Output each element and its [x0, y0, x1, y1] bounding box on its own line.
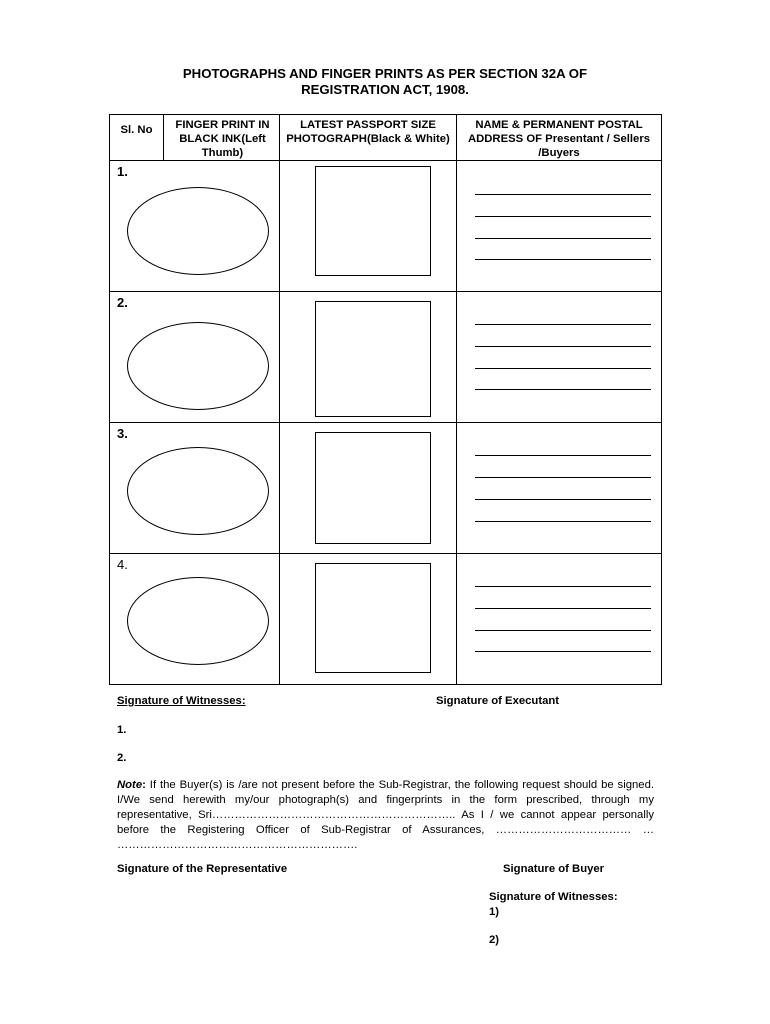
header-name-address: NAME & PERMANENT POSTAL ADDRESS OF Presentant / Sellers /Buyers [457, 115, 662, 161]
address-line [475, 499, 651, 500]
table-header-row [110, 115, 662, 161]
address-line [475, 216, 651, 217]
page-title-line-1: PHOTOGRAPHS AND FINGER PRINTS AS PER SECTION 32A OF [182, 66, 588, 81]
note-label: Note: [117, 779, 146, 791]
address-line [475, 238, 651, 239]
table-row [110, 554, 662, 685]
witness-2-label: 2. [117, 752, 127, 764]
address-line [475, 389, 651, 390]
photo-cell [280, 423, 457, 554]
address-line [475, 586, 651, 587]
address-line [475, 368, 651, 369]
address-cell [457, 161, 662, 292]
address-line [475, 346, 651, 347]
photo-box [315, 301, 431, 417]
table-row [110, 423, 662, 554]
address-cell [457, 423, 662, 554]
witness-1-label: 1. [117, 724, 127, 736]
buyer-witness-1-label: 1) [489, 906, 500, 918]
page-title [0, 66, 770, 98]
thumb-print-oval [127, 447, 269, 535]
address-line [475, 194, 651, 195]
photo-box [315, 432, 431, 544]
header-finger-print: FINGER PRINT IN BLACK INK(Left Thumb) [164, 115, 280, 161]
thumb-print-oval [127, 187, 269, 275]
thumb-print-oval [127, 577, 269, 665]
representative-signature-label: Signature of the Representative [117, 863, 288, 875]
table-row [110, 292, 662, 423]
photo-cell [280, 292, 457, 423]
row-number: 1. [117, 164, 128, 179]
finger-print-cell [110, 292, 280, 423]
photo-box [315, 166, 431, 276]
row-number: 2. [117, 295, 128, 310]
table-row [110, 161, 662, 292]
page-title-line-2: REGISTRATION ACT, 1908. [301, 82, 469, 97]
executant-signature-label: Signature of Executant [436, 695, 560, 707]
photo-cell [280, 554, 457, 685]
thumb-print-oval [127, 322, 269, 410]
note-paragraph [117, 778, 654, 853]
address-cell [457, 292, 662, 423]
address-cell [457, 554, 662, 685]
address-line [475, 259, 651, 260]
finger-print-cell [110, 554, 280, 685]
address-line [475, 608, 651, 609]
buyer-signature-label: Signature of Buyer [503, 863, 605, 875]
address-line [475, 455, 651, 456]
row-number: 4. [117, 557, 128, 572]
photo-cell [280, 161, 457, 292]
buyer-witnesses-label: Signature of Witnesses: [489, 891, 618, 903]
address-line [475, 324, 651, 325]
header-photograph: LATEST PASSPORT SIZE PHOTOGRAPH(Black & White) [280, 115, 457, 161]
address-line [475, 630, 651, 631]
photo-box [315, 563, 431, 673]
row-number: 3. [117, 426, 128, 441]
address-line [475, 651, 651, 652]
witnesses-signature-label: Signature of Witnesses: [117, 695, 246, 707]
header-sl-no: Sl. No [110, 115, 164, 161]
finger-print-cell [110, 161, 280, 292]
note-text: If the Buyer(s) is /are not present before the Sub-Registrar, the following request should be signed. I/We send herewith my/our photograph(s) and fingerprints in the form prescribed, through my representative, Sri……………………………………………………….. As I / we cannot appear personally before the Registering Officer of Sub-Registrar of Assurances, ……………………………… … ………………………………………………………. [117, 779, 654, 851]
registration-table [109, 114, 662, 685]
address-line [475, 521, 651, 522]
finger-print-cell [110, 423, 280, 554]
buyer-witness-2-label: 2) [489, 934, 500, 946]
address-line [475, 477, 651, 478]
